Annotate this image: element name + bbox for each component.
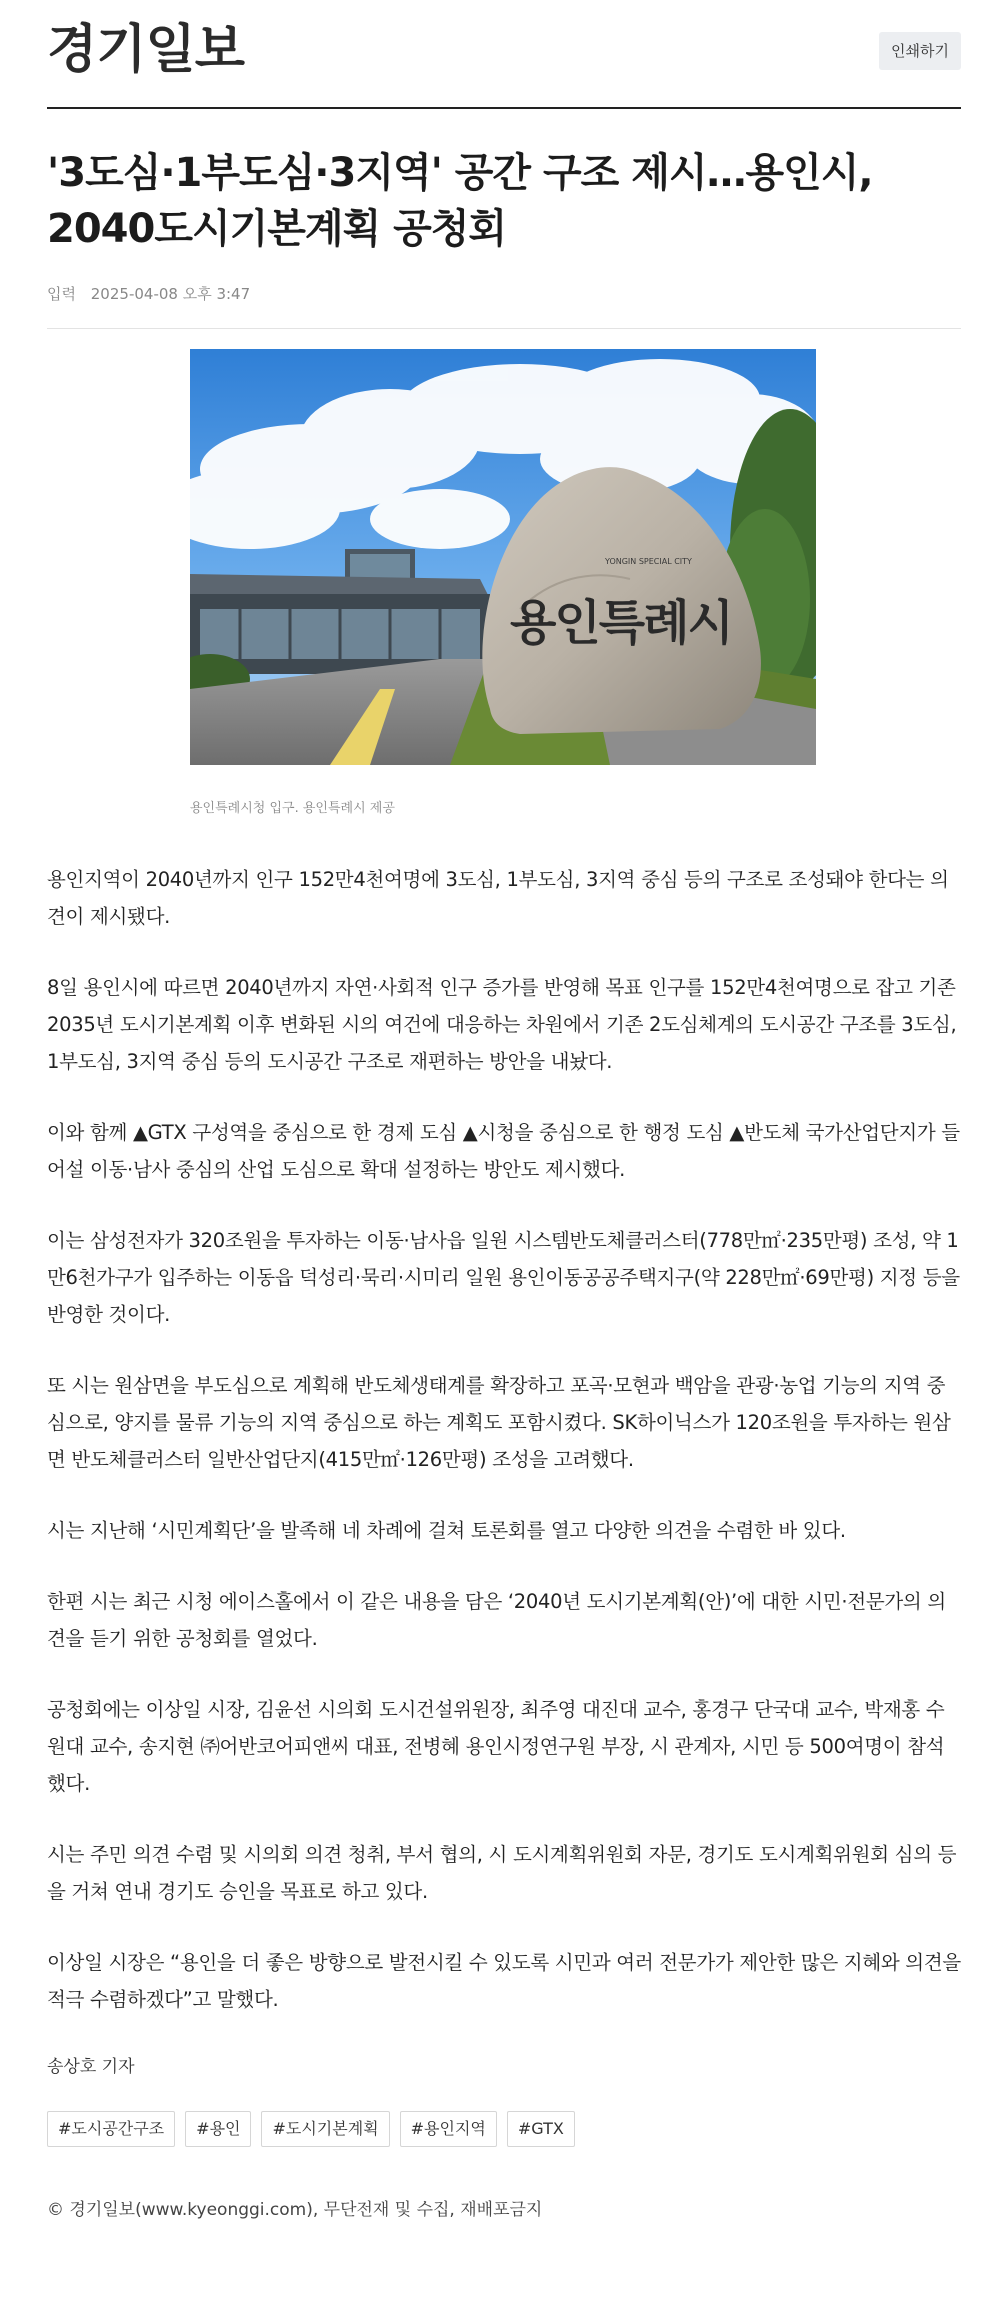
meta-label: 입력: [47, 285, 76, 303]
article-meta: [47, 283, 961, 329]
paragraph: 또 시는 원삼면을 부도심으로 계획해 반도체생태계를 확장하고 포곡·모현과 백암을 관광·농업 기능의 지역 중심으로, 양지를 물류 기능의 지역 중심으로 하는 계획도 포함시켰다. SK하이닉스가 120조원을 투자하는 원삼면 반도체클러스터 일반산업단지(415만㎡·126만평) 조성을 고려했다.: [47, 1374, 951, 1471]
paragraph: 이상일 시장은 “용인을 더 좋은 방향으로 발전시킬 수 있도록 시민과 여러 전문가가 제안한 많은 지혜와 의견을 적극 수렴하겠다”고 말했다.: [47, 1951, 961, 2011]
publish-date: 2025-04-08 오후 3:47: [90, 285, 251, 303]
article-page: [47, 0, 961, 2220]
tag-link[interactable]: #GTX: [507, 2111, 575, 2147]
article-photo[interactable]: [190, 349, 816, 765]
site-header: [47, 0, 961, 109]
paragraph: 이와 함께 ▲GTX 구성역을 중심으로 한 경제 도심 ▲시청을 중심으로 한 행정 도심 ▲반도체 국가산업단지가 들어설 이동·남사 중심의 산업 도심으로 확대 설정하는 방안도 제시했다.: [47, 1121, 960, 1181]
site-logo[interactable]: 경기일보: [47, 19, 244, 80]
copyright-notice: © 경기일보(www.kyeonggi.com), 무단전재 및 수집, 재배포금지: [47, 2200, 543, 2220]
paragraph: 공청회에는 이상일 시장, 김윤선 시의회 도시건설위원장, 최주영 대진대 교수, 홍경구 단국대 교수, 박재홍 수원대 교수, 송지현 ㈜어반코어피앤씨 대표, 전병혜 용인시정연구원 부장, 시 관계자, 시민 등 500여명이 참석했다.: [47, 1698, 945, 1795]
photo-sign-subtext: YONGIN SPECIAL CITY: [605, 557, 692, 566]
paragraph: 용인지역이 2040년까지 인구 152만4천여명에 3도심, 1부도심, 3지역 중심 등의 구조로 조성돼야 한다는 의견이 제시됐다.: [47, 868, 949, 928]
tag-link[interactable]: #용인지역: [400, 2111, 497, 2147]
tag-link[interactable]: #도시공간구조: [47, 2111, 175, 2147]
tag-link[interactable]: #도시기본계획: [261, 2111, 389, 2147]
paragraph: 시는 지난해 ‘시민계획단’을 발족해 네 차례에 걸쳐 토론회를 열고 다양한 의견을 수렴한 바 있다.: [47, 1519, 846, 1542]
tag-link[interactable]: #용인: [185, 2111, 251, 2147]
paragraph: 한편 시는 최근 시청 에이스홀에서 이 같은 내용을 담은 ‘2040년 도시기본계획(안)’에 대한 시민·전문가의 의견을 듣기 위한 공청회를 열었다.: [47, 1590, 946, 1650]
article-body: [47, 861, 961, 2018]
paragraph: 이는 삼성전자가 320조원을 투자하는 이동·남사읍 일원 시스템반도체클러스터(778만㎡·235만평) 조성, 약 1만6천가구가 입주하는 이동읍 덕성리·묵리·시미리 일원 용인이동공공주택지구(약 228만㎡·69만평) 지정 등을 반영한 것이다.: [47, 1229, 960, 1326]
print-button[interactable]: 인쇄하기: [879, 32, 961, 70]
paragraph: 8일 용인시에 따르면 2040년까지 자연·사회적 인구 증가를 반영해 목표 인구를 152만4천여명으로 잡고 기존 2035년 도시기본계획 이후 변화된 시의 여건에 대응하는 차원에서 기존 2도심체계의 도시공간 구조를 3도심, 1부도심, 3지역 중심 등의 도시공간 구조로 재편하는 방안을 내놨다.: [47, 976, 957, 1073]
article-title: '3도심·1부도심·3지역' 공간 구조 제시…용인시, 2040도시기본계획 공청회: [47, 150, 873, 252]
photo-sign-text: 용인특례시: [510, 595, 732, 651]
tag-list: [47, 2111, 961, 2147]
photo-caption: 용인특례시청 입구. 용인특례시 제공: [190, 801, 395, 816]
reporter-byline: 송상호 기자: [47, 2057, 135, 2077]
article-figure: [47, 349, 961, 819]
paragraph: 시는 주민 의견 수렴 및 시의회 의견 청취, 부서 협의, 시 도시계획위원회 자문, 경기도 도시계획위원회 심의 등을 거쳐 연내 경기도 승인을 목표로 하고 있다.: [47, 1843, 957, 1903]
